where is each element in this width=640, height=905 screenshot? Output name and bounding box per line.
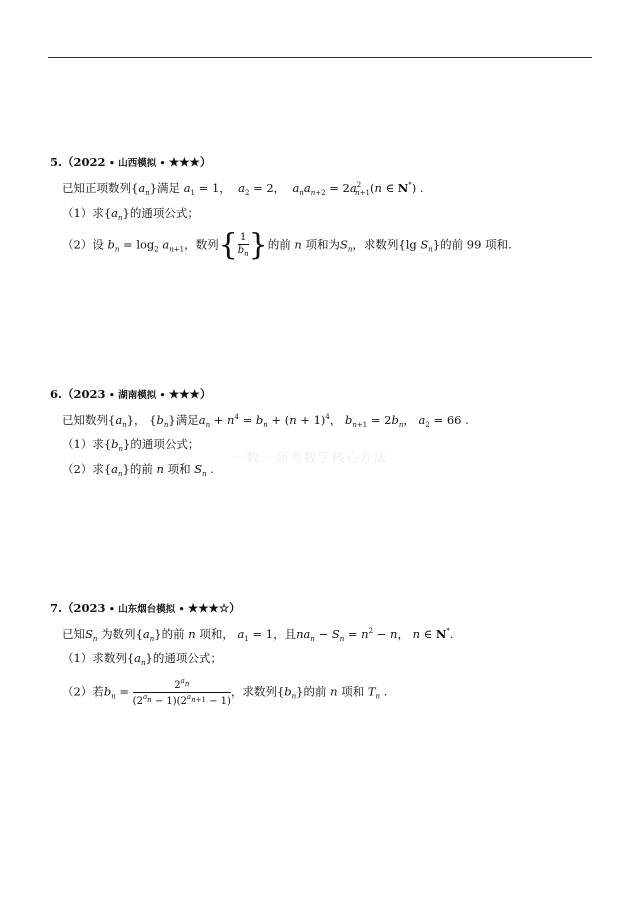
problem-5-q1: （1）求$\{a_n\}$的通项公式； [62,206,199,222]
header-rule [48,57,592,58]
problem-6-q1: （1）求$\{b_n\}$的通项公式； [62,437,200,453]
watermark: 一数 · 高考数学核心方法 [232,451,388,466]
problem-7-stem: 已知$S_n$ 为数列$\{a_n\}$的前 n 项和， $a_1 = 1$，且$na_n - S_n = n^2 - n$， n ∈ N*. [62,627,454,643]
problem-7-q1: （1）求数列$\{a_n\}$的通项公式； [62,651,222,667]
problem-5-q2: （2）设 $b_n = \log_2 a_{n+1}$，数列{ $\frac{1}{b_n}$ }的前 n 项和为$S_n$，求数列{lg $S_n$}的前 99 项和. [62,227,512,263]
problem-6-stem: 已知数列$\{a_n\}$， $\{b_n\}$满足$a_n + n^4 = b_n + (n + 1)^4$， $b_{n+1} = 2b_n$， $a_2 = 66$ . [62,413,469,429]
problem-5-stem: 已知正项数列$\{a_n\}$满足 $a_1 = 1$， $a_2 = 2$， $a_na_{n+2} = 2a^2_{n+1}(n$ ∈ N*) . [62,181,424,197]
problem-5-header: 5.（2022 • 山西模拟 • ★★★） [50,155,212,169]
problem-7-header: 7.（2023 • 山东烟台模拟 • ★★★☆） [50,601,241,615]
problem-7-q2: （2）若$b_n$ = $\frac{2^{a_n}}{(2^{a_n} - 1)(2^{a_{n+1}} - 1)}$ ，求数列$\{b_n\}$的前 n 项和 $T_n$ . [62,677,388,707]
problem-6-q2: （2）求$\{a_n\}$的前 n 项和 $S_n$ . [62,462,214,478]
problem-6-header: 6.（2023 • 湖南模拟 • ★★★） [50,387,212,401]
